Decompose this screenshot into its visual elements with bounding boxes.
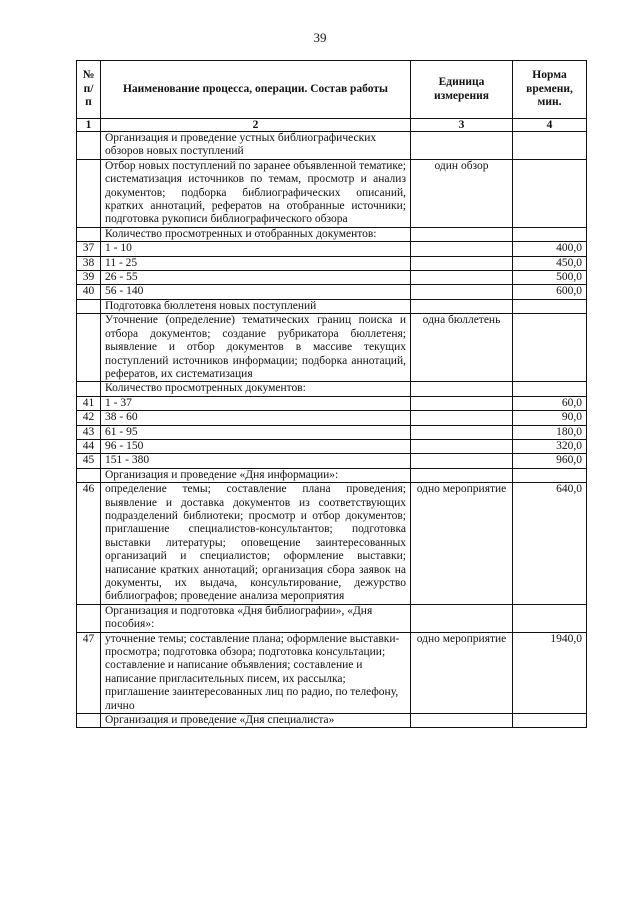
row-number: 43 xyxy=(77,425,101,439)
header-time-norm: Норма времени, мин. xyxy=(513,61,587,119)
section-title: Подготовка бюллетеня новых поступлений xyxy=(101,299,411,313)
section-title-row xyxy=(77,604,587,632)
quantity-heading-row xyxy=(77,382,587,396)
table-row xyxy=(77,439,587,453)
row-number: 39 xyxy=(77,271,101,285)
time-norm: 400,0 xyxy=(513,242,587,256)
table-row xyxy=(77,632,587,713)
header-unit: Единица измерения xyxy=(411,61,513,119)
section-title-row xyxy=(77,299,587,313)
section-title: Организация и проведение «Дня специалиста» xyxy=(101,714,411,728)
column-number: 1 xyxy=(77,119,101,132)
doc-range: 11 - 25 xyxy=(101,256,411,270)
column-number: 4 xyxy=(513,119,587,132)
row-number: 46 xyxy=(77,483,101,605)
time-norm: 320,0 xyxy=(513,439,587,453)
section-title-row xyxy=(77,468,587,482)
time-norm: 90,0 xyxy=(513,411,587,425)
section-title: Организация и подготовка «Дня библиографии», «Дня пособия»: xyxy=(101,604,411,632)
doc-range: 56 - 140 xyxy=(101,285,411,299)
header-number: № п/п xyxy=(77,61,101,119)
time-norm: 60,0 xyxy=(513,396,587,410)
row-number: 38 xyxy=(77,256,101,270)
labor-norms-table xyxy=(76,60,587,728)
table-row xyxy=(77,285,587,299)
unit-cell: одно мероприятие xyxy=(411,483,513,605)
doc-range: 1 - 37 xyxy=(101,396,411,410)
column-number: 2 xyxy=(101,119,411,132)
doc-range: 151 - 380 xyxy=(101,454,411,468)
doc-range: 38 - 60 xyxy=(101,411,411,425)
table-row xyxy=(77,425,587,439)
table-header-row xyxy=(77,61,587,119)
doc-range: 96 - 150 xyxy=(101,439,411,453)
unit-cell: один обзор xyxy=(411,159,513,227)
doc-range: 26 - 55 xyxy=(101,271,411,285)
column-number-row xyxy=(77,119,587,132)
table-row xyxy=(77,454,587,468)
section-title-row xyxy=(77,714,587,728)
quantity-heading: Количество просмотренных и отобранных документов: xyxy=(101,227,411,241)
unit-cell: одна бюллетень xyxy=(411,314,513,382)
quantity-heading-row xyxy=(77,227,587,241)
row-number: 45 xyxy=(77,454,101,468)
row-number: 42 xyxy=(77,411,101,425)
section-title: Организация и проведение «Дня информации»: xyxy=(101,468,411,482)
row-number: 37 xyxy=(77,242,101,256)
header-process-name: Наименование процесса, операции. Состав работы xyxy=(101,61,411,119)
time-norm: 640,0 xyxy=(513,483,587,605)
table-row xyxy=(77,483,587,605)
table-row xyxy=(77,271,587,285)
table-row xyxy=(77,242,587,256)
work-description: определение темы; составление плана проведения; выявление и доставка документов из соответствующих подразделений библиотеки; просмотр и отбор документов; приглашение специалистов-консультантов; подготовка выставки литературы; оповещение заинтересованных организаций и специалистов; оформление выставки; написание кратких аннотаций; организация сбора заявок на документы, их выдача, консультирование, дежурство библиографов; проведение анализа мероприятия xyxy=(101,483,411,605)
row-number: 47 xyxy=(77,632,101,713)
column-number: 3 xyxy=(411,119,513,132)
row-number: 41 xyxy=(77,396,101,410)
work-description: Отбор новых поступлений по заранее объявленной тематике; систематизация источников по темам, просмотр и анализ документов; подборка библиографических описаний, кратких аннотаций, рефератов на отобранные источники; подготовка рукописи библиографического обзора xyxy=(101,159,411,227)
doc-range: 1 - 10 xyxy=(101,242,411,256)
time-norm: 450,0 xyxy=(513,256,587,270)
table-row xyxy=(77,411,587,425)
work-description-row xyxy=(77,314,587,382)
doc-range: 61 - 95 xyxy=(101,425,411,439)
section-title-row xyxy=(77,132,587,160)
time-norm: 960,0 xyxy=(513,454,587,468)
time-norm: 180,0 xyxy=(513,425,587,439)
time-norm: 600,0 xyxy=(513,285,587,299)
section-title: Организация и проведение устных библиографических обзоров новых поступлений xyxy=(101,132,411,160)
page-number: 39 xyxy=(313,30,327,45)
row-number: 44 xyxy=(77,439,101,453)
work-description: Уточнение (определение) тематических границ поиска и отбора документов; создание рубрикатора бюллетеня; выявление и отбор документов в массиве текущих поступлений источников информации; подборка аннотаций, рефератов, их систематизация xyxy=(101,314,411,382)
quantity-heading: Количество просмотренных документов: xyxy=(101,382,411,396)
row-number: 40 xyxy=(77,285,101,299)
time-norm: 500,0 xyxy=(513,271,587,285)
work-description-row xyxy=(77,159,587,227)
unit-cell: одно мероприятие xyxy=(411,632,513,713)
table-row xyxy=(77,256,587,270)
table-row xyxy=(77,396,587,410)
time-norm: 1940,0 xyxy=(513,632,587,713)
work-description: уточнение темы; составление плана; оформление выставки-просмотра; подготовка обзора; подготовка консультации; составление и написание объявления; составление и написание пригласительных писем, их рассылка; приглашение заинтересованных лиц по радио, по телефону, лично xyxy=(101,632,411,713)
